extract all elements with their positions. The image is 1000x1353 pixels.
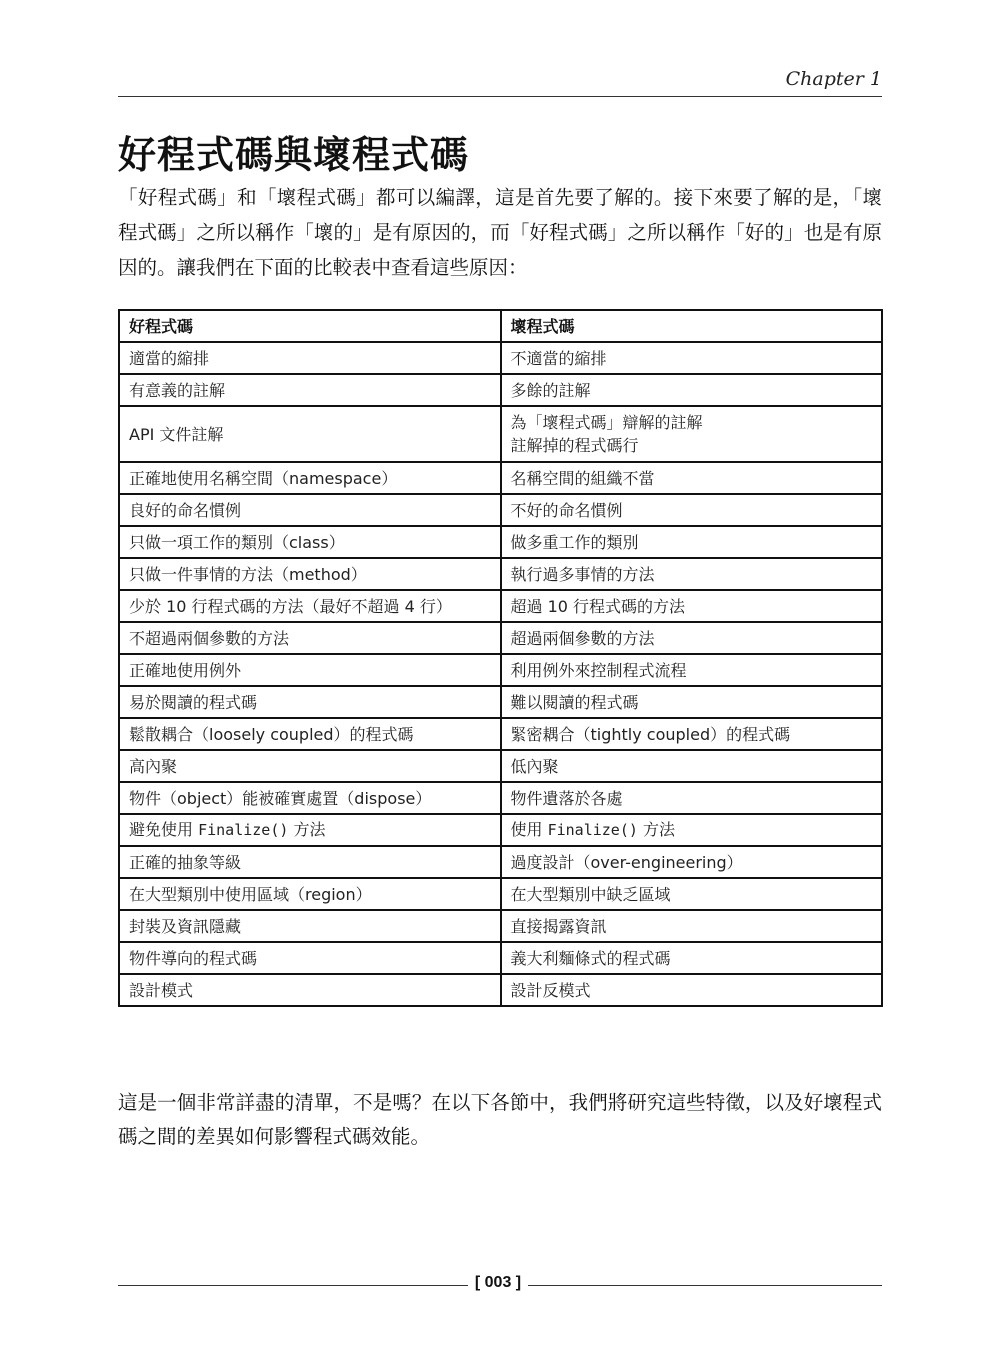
cell-text: 避免使用 Finalize() 方法	[129, 820, 326, 839]
cell-text: 少於 10 行程式碼的方法（最好不超過 4 行）	[129, 596, 452, 616]
good-code-cell	[119, 654, 501, 686]
good-code-cell	[119, 590, 501, 622]
cell-text: 有意義的註解	[129, 380, 226, 400]
cell-text: 難以閱讀的程式碼	[510, 692, 639, 712]
table-row	[119, 814, 882, 846]
cell-text: 在大型類別中使用區域（region）	[129, 884, 372, 904]
cell-text: 超過 10 行程式碼的方法	[510, 596, 686, 616]
bad-code-cell	[501, 494, 883, 526]
cell-text: 不適當的縮排	[510, 348, 607, 368]
good-code-cell	[119, 814, 501, 846]
table-row	[119, 406, 882, 462]
cell-text: 執行過多事情的方法	[510, 564, 655, 584]
header-good-code: 好程式碼	[119, 310, 501, 342]
cell-text: 不超過兩個參數的方法	[129, 628, 290, 648]
table-row	[119, 342, 882, 374]
bad-code-cell	[501, 718, 883, 750]
good-code-cell	[119, 974, 501, 1006]
bad-code-cell	[501, 750, 883, 782]
bad-code-cell	[501, 526, 883, 558]
cell-text: 過度設計（over-engineering）	[510, 852, 743, 872]
good-code-cell	[119, 686, 501, 718]
page-number: [ 003 ]	[474, 1274, 522, 1291]
footer-rule-right	[528, 1285, 882, 1286]
comparison-table	[118, 309, 883, 1007]
cell-text: 鬆散耦合（loosely coupled）的程式碼	[129, 724, 414, 744]
good-code-cell	[119, 750, 501, 782]
table-row	[119, 718, 882, 750]
intro-paragraph: 「好程式碼」和「壞程式碼」都可以編譯，這是首先要了解的。接下來要了解的是，「壞程式碼」之所以稱作「壞的」是有原因的，而「好程式碼」之所以稱作「好的」也是有原因的。讓我們在下面的比較表中查看這些原因：	[118, 186, 882, 279]
header-bad-code: 壞程式碼	[501, 310, 883, 342]
cell-text: 緊密耦合（tightly coupled）的程式碼	[510, 724, 791, 744]
table-row	[119, 878, 882, 910]
table-row	[119, 494, 882, 526]
cell-text: 為「壞程式碼」辯解的註解	[510, 413, 703, 432]
cell-text: 不好的命名慣例	[510, 500, 623, 520]
cell-text: 義大利麵條式的程式碼	[510, 948, 671, 968]
header-rule	[118, 96, 882, 97]
table-body	[119, 342, 882, 1006]
table-row	[119, 462, 882, 494]
cell-text: 正確地使用例外	[129, 660, 242, 680]
cell-text: 良好的命名慣例	[129, 500, 242, 520]
bad-code-cell	[501, 622, 883, 654]
bad-code-cell	[501, 686, 883, 718]
good-code-cell	[119, 942, 501, 974]
table-row	[119, 526, 882, 558]
bad-code-cell	[501, 406, 883, 462]
cell-text: 適當的縮排	[129, 348, 210, 368]
table-row	[119, 846, 882, 878]
bad-code-cell	[501, 590, 883, 622]
bad-code-cell	[501, 814, 883, 846]
cell-text: 名稱空間的組織不當	[510, 468, 655, 488]
table-row	[119, 654, 882, 686]
good-code-cell	[119, 878, 501, 910]
good-code-cell	[119, 374, 501, 406]
cell-text: 物件導向的程式碼	[129, 948, 258, 968]
good-code-cell	[119, 910, 501, 942]
cell-text: 只做一件事情的方法（method）	[129, 564, 367, 584]
bad-code-cell	[501, 462, 883, 494]
cell-text: 直接揭露資訊	[510, 916, 607, 936]
cell-text: 做多重工作的類別	[510, 532, 639, 552]
cell-text: 使用 Finalize() 方法	[510, 820, 675, 839]
cell-text: 高內聚	[129, 756, 178, 776]
cell-text: 只做一項工作的類別（class）	[129, 532, 345, 552]
cell-text: API 文件註解	[129, 424, 224, 444]
bad-code-cell	[501, 374, 883, 406]
cell-text: 正確地使用名稱空間（namespace）	[129, 468, 398, 488]
good-code-cell	[119, 622, 501, 654]
cell-text: 物件（object）能被確實處置（dispose）	[129, 788, 432, 808]
cell-text: 超過兩個參數的方法	[510, 628, 655, 648]
table-row	[119, 558, 882, 590]
bad-code-cell	[501, 942, 883, 974]
cell-text: 註解掉的程式碼行	[510, 436, 639, 455]
chapter-label: Chapter 1	[785, 68, 882, 90]
cell-text: 利用例外來控制程式流程	[510, 660, 687, 680]
footer-rule-left	[118, 1285, 468, 1286]
table-row	[119, 782, 882, 814]
cell-text: 設計模式	[129, 980, 194, 1000]
good-code-cell	[119, 526, 501, 558]
table-row	[119, 622, 882, 654]
bad-code-cell	[501, 654, 883, 686]
bad-code-cell	[501, 782, 883, 814]
outro-paragraph: 這是一個非常詳盡的清單，不是嗎？在以下各節中，我們將研究這些特徵，以及好壞程式碼之間的差異如何影響程式碼效能。	[118, 1091, 882, 1148]
table-row	[119, 374, 882, 406]
bad-code-cell	[501, 910, 883, 942]
good-code-cell	[119, 342, 501, 374]
good-code-cell	[119, 846, 501, 878]
table-row	[119, 910, 882, 942]
table-row	[119, 750, 882, 782]
cell-text: 物件遺落於各處	[510, 788, 623, 808]
cell-text: 低內聚	[510, 756, 559, 776]
good-code-cell	[119, 718, 501, 750]
table-row	[119, 942, 882, 974]
cell-text: 易於閱讀的程式碼	[129, 692, 258, 712]
table-header-row	[119, 310, 882, 342]
cell-text: 正確的抽象等級	[129, 852, 242, 872]
bad-code-cell	[501, 974, 883, 1006]
good-code-cell	[119, 558, 501, 590]
good-code-cell	[119, 406, 501, 462]
section-title: 好程式碼與壞程式碼	[118, 133, 470, 177]
bad-code-cell	[501, 558, 883, 590]
cell-text: 封裝及資訊隱藏	[129, 916, 242, 936]
good-code-cell	[119, 782, 501, 814]
bad-code-cell	[501, 342, 883, 374]
cell-text: 在大型類別中缺乏區域	[510, 884, 671, 904]
bad-code-cell	[501, 878, 883, 910]
good-code-cell	[119, 462, 501, 494]
cell-text: 設計反模式	[510, 980, 591, 1000]
table-row	[119, 974, 882, 1006]
table-row	[119, 686, 882, 718]
good-code-cell	[119, 494, 501, 526]
cell-text: 多餘的註解	[510, 380, 591, 400]
bad-code-cell	[501, 846, 883, 878]
table-row	[119, 590, 882, 622]
